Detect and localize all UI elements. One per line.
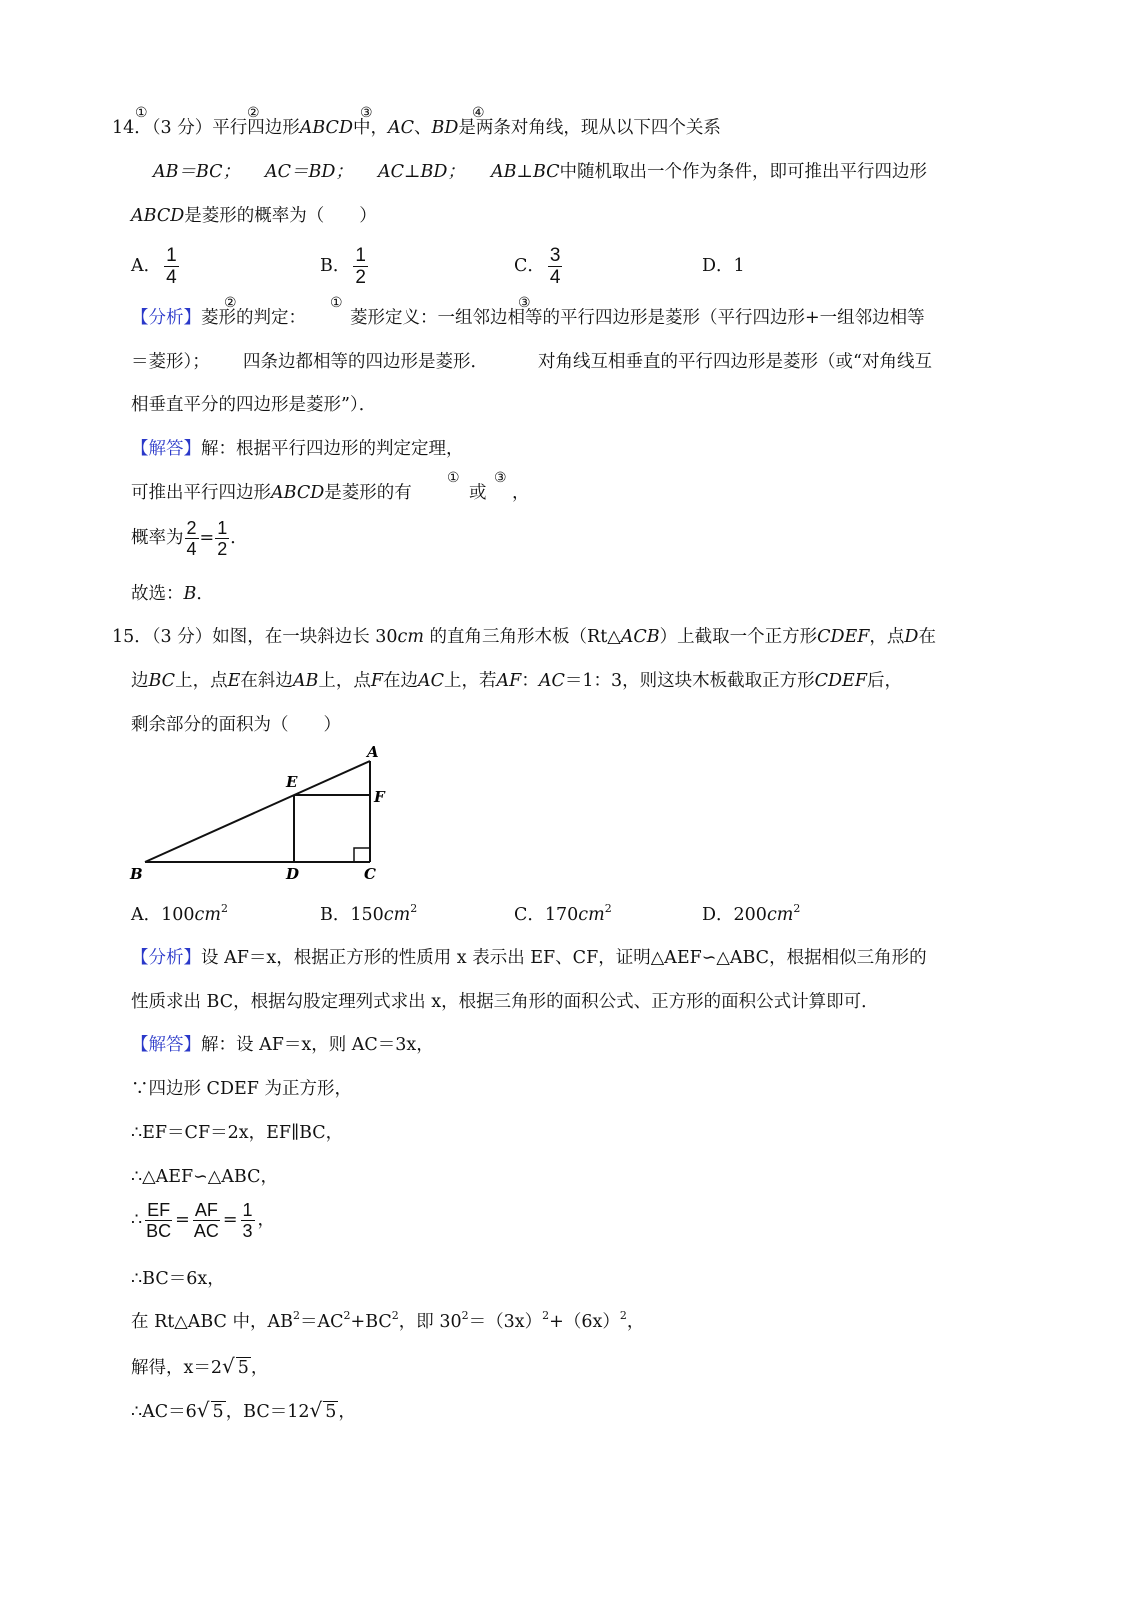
q15-answer-line2: ∵四边形 CDEF 为正方形， xyxy=(131,1079,352,1099)
q15-analysis-line1: 【分析】设 AF＝x，根据正方形的性质用 x 表示出 EF、CF，证明△AEF∽△ABC，根据相似三角形的 xyxy=(131,948,927,968)
q15-answer-line1: 【解答】解：设 AF＝x，则 AC＝3x， xyxy=(131,1035,434,1055)
q14-analysis-line2c: 对角线互相垂直的平行四边形是菱形（或“对角线互 xyxy=(538,352,932,372)
q15-answer-line7: 在 Rt△ABC 中，$AB^2=AC^2+BC^2$，即 $30^2=(3x)^2+(6x)^2$， xyxy=(131,1309,645,1332)
q15-choice-c: C．$170cm^2$ xyxy=(514,902,612,925)
q14-analysis-line1: 【分析】菱形的判定： xyxy=(131,308,306,328)
label-c: C xyxy=(364,865,376,883)
q14-stem-line3: ABCD是菱形的概率为（ ） xyxy=(131,206,377,226)
marker-4: ④ xyxy=(472,105,485,121)
q15-choice-a: A．$100cm^2$ xyxy=(131,902,228,925)
answer-marker-1: ① xyxy=(447,470,460,486)
choice-b: B． $\frac{1}{2}$ xyxy=(320,245,366,288)
analysis-marker-2: ② xyxy=(224,295,237,311)
q15-answer-line9: ∴AC＝6√ 5 ，BC＝12√ 5 ， xyxy=(131,1398,356,1422)
hypotenuse-ab xyxy=(145,761,370,862)
choice-d: D．1 xyxy=(702,256,745,276)
q15-stem-line2: 边BC上，点E在斜边AB上，点F在边AC上，若AF：AC＝1：3，则这块木板截取正方形CDEF后， xyxy=(131,671,902,691)
q14-analysis-line2a: ＝菱形）； xyxy=(131,352,210,372)
q15-choice-b: B．$150cm^2$ xyxy=(320,902,418,925)
q15-answer-line8: 解得，x＝2√ 5 ， xyxy=(131,1354,269,1378)
q15-choice-d: D．$200cm^2$ xyxy=(702,902,801,925)
label-d: D xyxy=(286,865,300,883)
choice-a: A． $\frac{1}{4}$ xyxy=(131,245,177,288)
label-e: E xyxy=(286,773,298,791)
choice-c: C． $\frac{3}{4}$ xyxy=(514,245,561,288)
q15-answer-line4: ∴△AEF∽△ABC， xyxy=(131,1167,278,1187)
q14-analysis-line3: 相垂直平分的四边形是菱形”）． xyxy=(131,395,377,415)
analysis-marker-1: ① xyxy=(330,295,343,311)
q15-answer-line3: ∴EF＝CF＝2x，EF∥BC， xyxy=(131,1123,344,1143)
q14-conclusion: 故选：B． xyxy=(131,584,214,604)
relation-4-line: AB⊥BC中随机取出一个作为条件，即可推出平行四边形 xyxy=(491,162,928,182)
q14-probability: 概率为 $\frac{2}{4}$ = $\frac{1}{2}$ ． xyxy=(131,518,248,559)
label-a: A xyxy=(367,743,379,761)
relation-2: AC＝BD； xyxy=(265,162,353,182)
q15-stem-line3: 剩余部分的面积为（ ） xyxy=(131,715,341,735)
q14-answer-line1: 【解答】解：根据平行四边形的判定定理， xyxy=(131,439,464,459)
answer-marker-3: ③ xyxy=(494,470,507,486)
label-f: F xyxy=(374,788,385,806)
label-b: B xyxy=(130,865,143,883)
analysis-marker-3: ③ xyxy=(518,295,531,311)
q14-answer-comma: ， xyxy=(512,483,530,503)
triangle-figure xyxy=(120,742,410,892)
marker-3: ③ xyxy=(360,105,373,121)
q15-analysis-line2: 性质求出 BC，根据勾股定理列式求出 x，根据三角形的面积公式、正方形的面积公式计算即可． xyxy=(131,992,879,1012)
right-angle-mark xyxy=(354,848,370,862)
q14-answer-line2: 可推出平行四边形ABCD是菱形的有 xyxy=(131,483,412,503)
q14-stem-line1: 14．（3 分）平行四边形ABCD中，AC、BD是两条对角线，现从以下四个关系 xyxy=(112,118,721,138)
q15-answer-line6: ∴BC＝6x， xyxy=(131,1269,225,1289)
q15-stem-line1: 15．（3 分）如图，在一块斜边长 30cm 的直角三角形木板（Rt△ACB）上截取一个正方形CDEF，点D在 xyxy=(112,627,936,647)
q14-analysis-line2b: 四条边都相等的四边形是菱形． xyxy=(243,352,488,372)
q15-ratio-line: ∴ $\frac{EF}{BC}$ = $\frac{AF}{AC}$ = $\frac{1}{3}$ ， xyxy=(131,1200,276,1241)
q14-analysis-line1b: 菱形定义：一组邻边相等的平行四边形是菱形（平行四边形+一组邻边相等 xyxy=(350,308,925,328)
relation-1: AB＝BC； xyxy=(153,162,241,182)
marker-1: ① xyxy=(135,105,148,121)
q14-answer-or: 或 xyxy=(469,483,487,503)
marker-2: ② xyxy=(247,105,260,121)
relation-3: AC⊥BD； xyxy=(378,162,465,182)
